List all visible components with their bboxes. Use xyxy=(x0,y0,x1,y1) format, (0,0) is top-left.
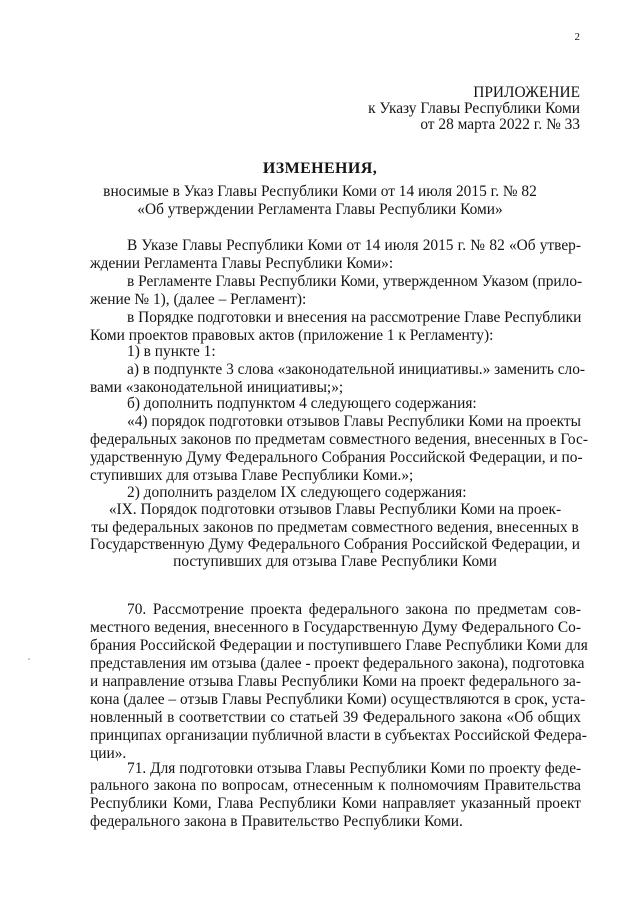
paragraph-70-line: местного ведения, внесенного в Государственную Думу Федерального Со- xyxy=(90,619,581,636)
body-line: в Регламенте Главы Республики Коми, утвержденном Указом (прило- xyxy=(127,273,583,290)
body-line: В Указе Главы Республики Коми от 14 июля 2015 г. № 82 «Об утвер- xyxy=(127,237,581,254)
body-line: ступивших для отзыва Главе Республики Коми.»; xyxy=(90,467,414,484)
paragraph-71-line: 71. Для подготовки отзыва Главы Республики Коми по проекту феде- xyxy=(127,760,582,777)
paragraph-70-line: ции». xyxy=(90,745,127,762)
appendix-line-2: к Указу Главы Республики Коми xyxy=(368,100,580,117)
paragraph-70-line: 70. Рассмотрение проекта федерального закона по предметам сов- xyxy=(127,601,581,618)
paragraph-71-line: рального закона по вопросам, отнесенным к полномочиям Правительства xyxy=(90,777,581,794)
page-number: 2 xyxy=(574,31,580,43)
paragraph-70-line: новленный в соответствии со статьей 39 Федерального закона «Об общих xyxy=(90,709,581,726)
body-line: жение № 1), (далее – Регламент): xyxy=(90,291,307,308)
body-line: б) дополнить подпунктом 4 следующего содержания: xyxy=(127,395,477,412)
paragraph-70-line: кона (далее – отзыв Главы Республики Коми) осуществляются в срок, уста- xyxy=(90,691,586,708)
paragraph-70-line: принципах организации публичной власти в субъектах Российской Федера- xyxy=(90,727,587,744)
body-line: ударственную Думу Федерального Собрания Российской Федерации, и по- xyxy=(90,449,583,466)
body-line: вами «законодательной инициативы;»; xyxy=(90,379,344,396)
paragraph-71-line: федерального закона в Правительство Республики Коми. xyxy=(90,813,463,830)
section-heading-line: ты федеральных законов по предметам совместного ведения, внесенных в xyxy=(91,519,579,536)
body-line: федеральных законов по предметам совместного ведения, внесенных в Гос- xyxy=(90,431,588,448)
body-line: 2) дополнить разделом IX следующего содержания: xyxy=(127,484,467,501)
paragraph-70-line: брания Российской Федерации и поступившего Главе Республики Коми для xyxy=(90,637,588,654)
section-heading-line: поступивших для отзыва Главе Республики Коми xyxy=(173,553,497,570)
section-heading-line: «IX. Порядок подготовки отзывов Главы Республики Коми на проек- xyxy=(108,501,562,518)
appendix-line-3: от 28 марта 2022 г. № 33 xyxy=(420,116,580,133)
subtitle-line: «Об утверждении Регламента Главы Республики Коми» xyxy=(137,201,503,218)
body-line: 1) в пункте 1: xyxy=(127,343,216,360)
body-line: а) в подпункте 3 слова «законодательной инициативы.» заменить сло- xyxy=(127,361,586,378)
appendix-heading: ПРИЛОЖЕНИЕ xyxy=(473,84,580,101)
subtitle-line: вносимые в Указ Главы Республики Коми от 14 июля 2015 г. № 82 xyxy=(103,183,537,200)
body-line: Коми проектов правовых актов (приложение 1 к Регламенту): xyxy=(90,327,494,344)
body-line: ждении Регламента Главы Республики Коми»: xyxy=(90,255,394,272)
document-title: ИЗМЕНЕНИЯ, xyxy=(262,160,378,177)
body-line: в Порядке подготовки и внесения на рассмотрение Главе Республики xyxy=(127,309,582,326)
body-line: «4) порядок подготовки отзывов Главы Республики Коми на проекты xyxy=(127,413,581,430)
paragraph-70-line: представления им отзыва (далее - проект федерального закона), подготовка xyxy=(90,655,585,672)
section-heading-line: Государственную Думу Федерального Собрания Российской Федерации, и xyxy=(90,536,580,553)
scan-speck xyxy=(28,658,30,660)
paragraph-70-line: и направление отзыва Главы Республики Коми на проект федерального за- xyxy=(90,673,581,690)
paragraph-71-line: Республики Коми, Глава Республики Коми направляет указанный проект xyxy=(90,795,581,812)
